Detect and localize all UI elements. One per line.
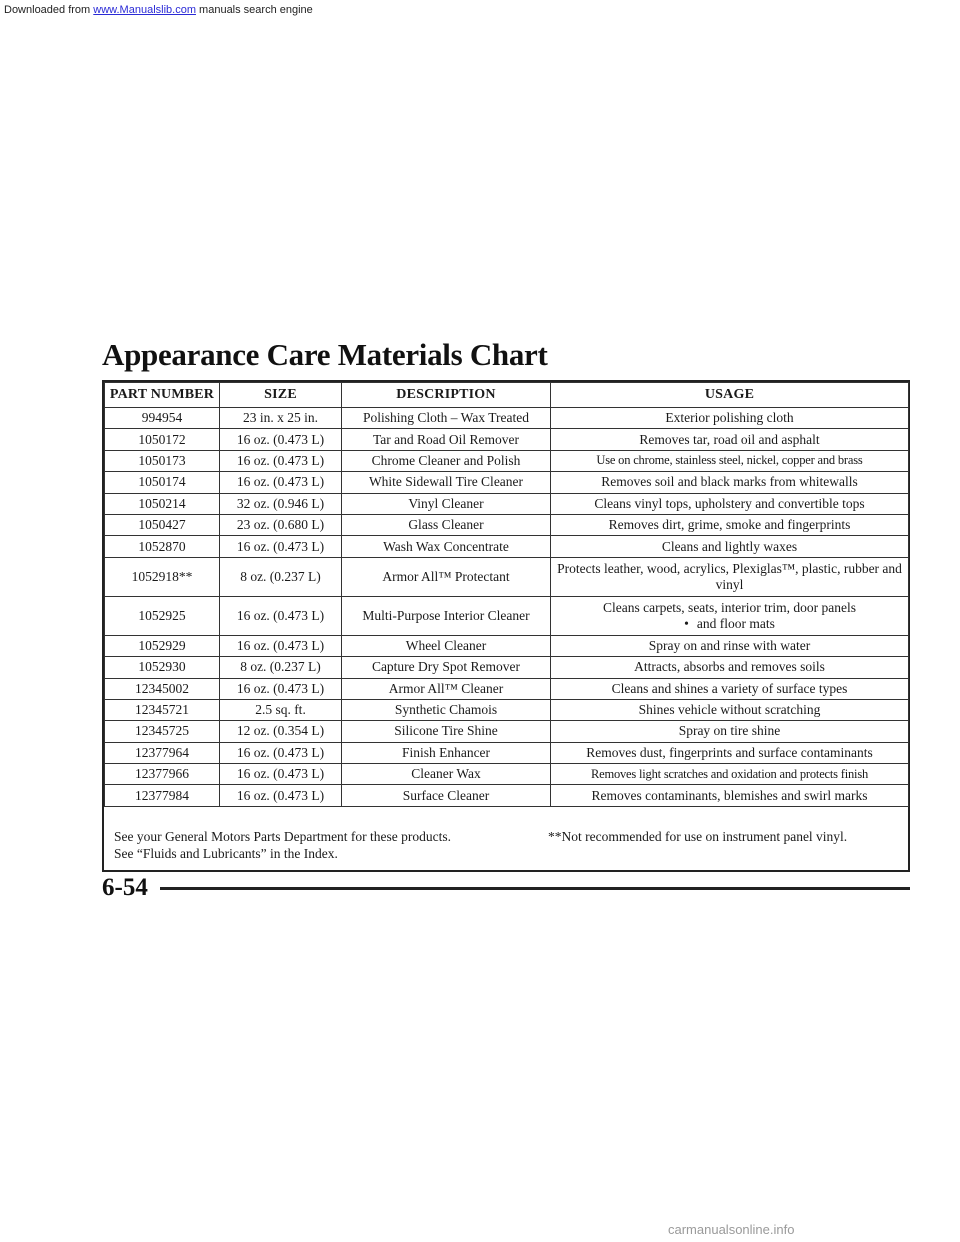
description-cell: Finish Enhancer bbox=[342, 742, 551, 763]
page-rule-divider bbox=[160, 887, 910, 890]
part-number-cell: 1050174 bbox=[105, 472, 220, 493]
usage-cell: Use on chrome, stainless steel, nickel, copper and brass bbox=[551, 450, 909, 471]
size-cell: 16 oz. (0.473 L) bbox=[220, 678, 342, 699]
column-header-usage: USAGE bbox=[551, 383, 909, 408]
page-number: 6-54 bbox=[102, 874, 148, 901]
part-number-cell: 1052870 bbox=[105, 536, 220, 557]
size-cell: 8 oz. (0.237 L) bbox=[220, 557, 342, 596]
table-row bbox=[105, 536, 909, 557]
table-row bbox=[105, 514, 909, 535]
table-row bbox=[105, 657, 909, 678]
column-header-description: DESCRIPTION bbox=[342, 383, 551, 408]
page-title: Appearance Care Materials Chart bbox=[102, 337, 548, 372]
usage-cell: Removes contaminants, blemishes and swirl marks bbox=[551, 785, 909, 806]
part-number-cell: 1052929 bbox=[105, 635, 220, 656]
usage-cell: Shines vehicle without scratching bbox=[551, 699, 909, 720]
table-row bbox=[105, 635, 909, 656]
usage-cell: Cleans and shines a variety of surface types bbox=[551, 678, 909, 699]
column-header-part-number: PART NUMBER bbox=[105, 383, 220, 408]
table-row bbox=[105, 678, 909, 699]
part-number-cell: 1050172 bbox=[105, 429, 220, 450]
table-row bbox=[105, 557, 909, 596]
usage-cell: Attracts, absorbs and removes soils bbox=[551, 657, 909, 678]
usage-cell: Exterior polishing cloth bbox=[551, 408, 909, 429]
part-number-cell: 1050427 bbox=[105, 514, 220, 535]
description-cell: Wash Wax Concentrate bbox=[342, 536, 551, 557]
usage-line-text: and floor mats bbox=[696, 615, 775, 631]
description-cell: Multi-Purpose Interior Cleaner bbox=[342, 596, 551, 635]
table-row bbox=[105, 408, 909, 429]
usage-cell bbox=[551, 596, 909, 635]
size-cell: 23 oz. (0.680 L) bbox=[220, 514, 342, 535]
size-cell: 16 oz. (0.473 L) bbox=[220, 596, 342, 635]
size-cell: 16 oz. (0.473 L) bbox=[220, 764, 342, 785]
description-cell: Armor All™ Cleaner bbox=[342, 678, 551, 699]
part-number-cell: 994954 bbox=[105, 408, 220, 429]
materials-chart bbox=[102, 380, 910, 872]
description-cell: Tar and Road Oil Remover bbox=[342, 429, 551, 450]
usage-cell: Cleans vinyl tops, upholstery and convertible tops bbox=[551, 493, 909, 514]
usage-cell: Removes soil and black marks from whitewalls bbox=[551, 472, 909, 493]
header-suffix: manuals search engine bbox=[199, 4, 313, 16]
table-row bbox=[105, 699, 909, 720]
description-cell: White Sidewall Tire Cleaner bbox=[342, 472, 551, 493]
part-number-cell: 1050173 bbox=[105, 450, 220, 471]
footnote-parts-department: See your General Motors Parts Department for these products. bbox=[114, 829, 452, 844]
size-cell: 12 oz. (0.354 L) bbox=[220, 721, 342, 742]
chart-footnotes bbox=[104, 824, 908, 872]
description-cell: Wheel Cleaner bbox=[342, 635, 551, 656]
table-row bbox=[105, 721, 909, 742]
size-cell: 32 oz. (0.946 L) bbox=[220, 493, 342, 514]
description-cell: Silicone Tire Shine bbox=[342, 721, 551, 742]
usage-cell: Cleans and lightly waxes bbox=[551, 536, 909, 557]
part-number-cell: 12345721 bbox=[105, 699, 220, 720]
size-cell: 2.5 sq. ft. bbox=[220, 699, 342, 720]
table-row bbox=[105, 472, 909, 493]
description-cell: Surface Cleaner bbox=[342, 785, 551, 806]
footnote-fluids-reference: See “Fluids and Lubricants” in the Index. bbox=[114, 846, 338, 861]
size-cell: 16 oz. (0.473 L) bbox=[220, 785, 342, 806]
part-number-cell: 12345002 bbox=[105, 678, 220, 699]
manualslib-link[interactable]: www.Manualslib.com bbox=[93, 4, 196, 16]
part-number-cell: 1050214 bbox=[105, 493, 220, 514]
usage-line bbox=[554, 616, 905, 632]
usage-cell: Removes dust, fingerprints and surface contaminants bbox=[551, 742, 909, 763]
size-cell: 16 oz. (0.473 L) bbox=[220, 450, 342, 471]
table-header-row bbox=[105, 383, 909, 408]
table-row bbox=[105, 493, 909, 514]
table-row bbox=[105, 429, 909, 450]
description-cell: Capture Dry Spot Remover bbox=[342, 657, 551, 678]
usage-cell: Spray on tire shine bbox=[551, 721, 909, 742]
usage-cell: Removes tar, road oil and asphalt bbox=[551, 429, 909, 450]
description-cell: Cleaner Wax bbox=[342, 764, 551, 785]
description-cell: Chrome Cleaner and Polish bbox=[342, 450, 551, 471]
size-cell: 16 oz. (0.473 L) bbox=[220, 536, 342, 557]
part-number-cell: 1052925 bbox=[105, 596, 220, 635]
usage-cell: Removes dirt, grime, smoke and fingerprints bbox=[551, 514, 909, 535]
footnote-left bbox=[114, 828, 554, 862]
part-number-cell: 12345725 bbox=[105, 721, 220, 742]
download-header bbox=[0, 0, 960, 20]
table-row bbox=[105, 596, 909, 635]
table-row bbox=[105, 450, 909, 471]
usage-cell: Removes light scratches and oxidation and protects finish bbox=[551, 764, 909, 785]
part-number-cell: 1052918** bbox=[105, 557, 220, 596]
description-cell: Synthetic Chamois bbox=[342, 699, 551, 720]
materials-table bbox=[104, 382, 909, 807]
table-row bbox=[105, 785, 909, 806]
size-cell: 16 oz. (0.473 L) bbox=[220, 742, 342, 763]
bullet-icon: • bbox=[684, 615, 689, 631]
size-cell: 16 oz. (0.473 L) bbox=[220, 429, 342, 450]
part-number-cell: 12377966 bbox=[105, 764, 220, 785]
description-cell: Vinyl Cleaner bbox=[342, 493, 551, 514]
size-cell: 8 oz. (0.237 L) bbox=[220, 657, 342, 678]
table-row bbox=[105, 764, 909, 785]
footnote-vinyl-warning: **Not recommended for use on instrument panel vinyl. bbox=[548, 829, 848, 844]
size-cell: 16 oz. (0.473 L) bbox=[220, 472, 342, 493]
part-number-cell: 12377964 bbox=[105, 742, 220, 763]
description-cell: Polishing Cloth – Wax Treated bbox=[342, 408, 551, 429]
column-header-size: SIZE bbox=[220, 383, 342, 408]
usage-cell: Spray on and rinse with water bbox=[551, 635, 909, 656]
usage-line: Cleans carpets, seats, interior trim, door panels bbox=[602, 599, 857, 615]
usage-cell: Protects leather, wood, acrylics, Plexiglas™, plastic, rubber and vinyl bbox=[551, 557, 909, 596]
size-cell: 23 in. x 25 in. bbox=[220, 408, 342, 429]
header-prefix: Downloaded from bbox=[4, 4, 91, 16]
size-cell: 16 oz. (0.473 L) bbox=[220, 635, 342, 656]
watermark: carmanualsonline.info bbox=[668, 1222, 795, 1237]
table-row bbox=[105, 742, 909, 763]
description-cell: Glass Cleaner bbox=[342, 514, 551, 535]
part-number-cell: 12377984 bbox=[105, 785, 220, 806]
part-number-cell: 1052930 bbox=[105, 657, 220, 678]
description-cell: Armor All™ Protectant bbox=[342, 557, 551, 596]
